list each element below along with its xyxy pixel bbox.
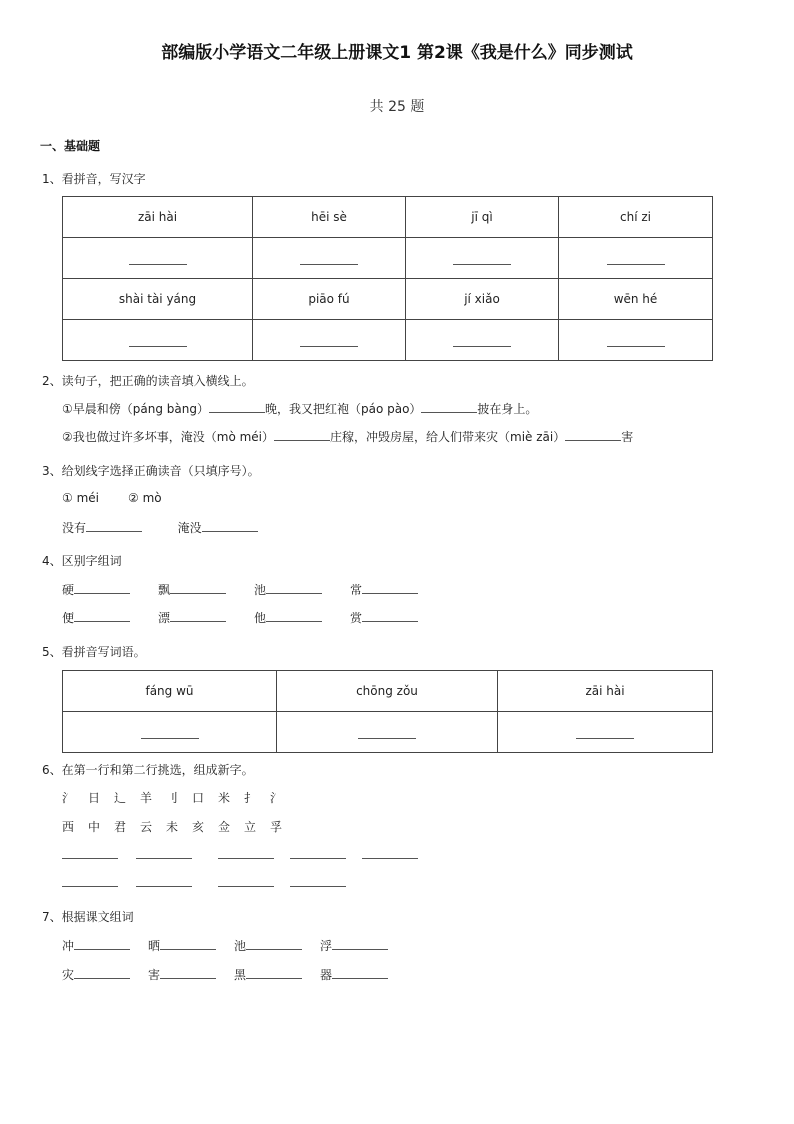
answer-blank[interactable]	[218, 874, 274, 887]
pinyin-cell: jí xiǎo	[406, 279, 559, 320]
question-7-label: 7、根据课文组词	[42, 910, 134, 924]
answer-blank[interactable]	[74, 609, 130, 622]
answer-cell[interactable]	[277, 712, 498, 753]
pinyin-cell: fáng wū	[63, 671, 277, 712]
pinyin-cell: hēi sè	[253, 197, 406, 238]
answer-blank[interactable]	[170, 581, 226, 594]
radical-row-1	[62, 789, 296, 806]
question-6-label: 6、在第一行和第二行挑选，组成新字。	[42, 763, 254, 777]
answer-blank[interactable]	[300, 263, 358, 265]
pinyin-cell: jī qì	[406, 197, 559, 238]
character: 池	[234, 939, 247, 953]
character: 浮	[320, 939, 333, 953]
question-3-label: 3、给划线字选择正确读音（只填序号）。	[42, 464, 260, 478]
character: 赏	[350, 611, 363, 625]
answer-cell[interactable]	[559, 320, 713, 361]
answer-blank[interactable]	[332, 937, 388, 950]
component: 未	[166, 820, 179, 834]
pinyin-cell: chí zi	[559, 197, 713, 238]
radical: 羊	[140, 791, 153, 805]
section-heading: 一、基础题	[40, 139, 101, 153]
question-1-table	[62, 196, 713, 361]
character: 漂	[158, 611, 171, 625]
answer-blank[interactable]	[300, 345, 358, 347]
answer-blank[interactable]	[141, 737, 199, 739]
character: 飘	[158, 583, 171, 597]
character: 晒	[148, 939, 161, 953]
answer-blank[interactable]	[74, 966, 130, 979]
character: 灾	[62, 968, 75, 982]
radical: 辶	[114, 791, 127, 805]
component: 立	[244, 820, 257, 834]
question-4-row-1	[62, 581, 446, 598]
word: 淹没	[177, 521, 202, 535]
answer-blank[interactable]	[136, 846, 192, 859]
answer-blank[interactable]	[332, 966, 388, 979]
sentence-text: 披在身上。	[477, 402, 538, 416]
question-5-label: 5、看拼音写词语。	[42, 645, 146, 659]
question-5-table	[62, 670, 713, 753]
pinyin-cell: chōng zǒu	[277, 671, 498, 712]
answer-cell[interactable]	[63, 238, 253, 279]
pinyin-cell: shài tài yáng	[63, 279, 253, 320]
sentence-text: 害	[621, 430, 634, 444]
option-2: ② mò	[128, 491, 162, 505]
answer-blank[interactable]	[290, 874, 346, 887]
answer-blank[interactable]	[129, 263, 187, 265]
answer-cell[interactable]	[406, 238, 559, 279]
sentence-text: 庄稼，冲毁房屋，给人们带来灾（miè zāi）	[330, 430, 566, 444]
radical: 口	[192, 791, 205, 805]
component: 中	[88, 820, 101, 834]
answer-blank[interactable]	[362, 581, 418, 594]
option-1: ① méi	[62, 491, 99, 505]
answer-blank[interactable]	[74, 581, 130, 594]
radical: 日	[88, 791, 101, 805]
answer-blank[interactable]	[453, 345, 511, 347]
answer-blank[interactable]	[246, 937, 302, 950]
answer-blank[interactable]	[362, 846, 418, 859]
question-4-label: 4、区别字组词	[42, 554, 122, 568]
radical: 氵	[270, 791, 283, 805]
answer-blank[interactable]	[136, 874, 192, 887]
answer-cell[interactable]	[559, 238, 713, 279]
question-6-blanks-row-1	[62, 846, 418, 862]
answer-blank[interactable]	[209, 400, 265, 413]
character: 常	[350, 583, 363, 597]
component: 孚	[270, 820, 283, 834]
sentence-text: 晚，我又把红袍（páo pào）	[264, 402, 422, 416]
answer-blank[interactable]	[160, 937, 216, 950]
answer-cell[interactable]	[498, 712, 713, 753]
answer-blank[interactable]	[160, 966, 216, 979]
answer-blank[interactable]	[607, 263, 665, 265]
answer-blank[interactable]	[576, 737, 634, 739]
radical: 刂	[166, 791, 179, 805]
pinyin-cell: piāo fú	[253, 279, 406, 320]
character: 池	[254, 583, 267, 597]
question-2-label: 2、读句子，把正确的读音填入横线上。	[42, 374, 254, 388]
answer-blank[interactable]	[362, 609, 418, 622]
answer-blank[interactable]	[266, 609, 322, 622]
page-title: 部编版小学语文二年级上册课文1 第2课《我是什么》同步测试	[161, 43, 633, 63]
component: 佥	[218, 820, 231, 834]
character: 害	[148, 968, 161, 982]
sentence-text: ①早晨和傍（páng bàng）	[62, 402, 209, 416]
character: 他	[254, 611, 267, 625]
answer-cell[interactable]	[253, 320, 406, 361]
answer-cell[interactable]	[63, 712, 277, 753]
answer-cell[interactable]	[253, 238, 406, 279]
answer-blank[interactable]	[453, 263, 511, 265]
question-7-row-2	[62, 966, 416, 983]
answer-cell[interactable]	[406, 320, 559, 361]
character: 冲	[62, 939, 75, 953]
question-4-row-2	[62, 609, 446, 626]
component: 云	[140, 820, 153, 834]
radical: 氵	[62, 791, 75, 805]
answer-blank[interactable]	[565, 428, 621, 441]
question-1-label: 1、看拼音，写汉字	[42, 172, 146, 186]
answer-blank[interactable]	[62, 874, 118, 887]
answer-blank[interactable]	[218, 846, 274, 859]
answer-blank[interactable]	[358, 737, 416, 739]
pinyin-cell: zāi hài	[63, 197, 253, 238]
answer-blank[interactable]	[246, 966, 302, 979]
question-2-sentence-2	[62, 428, 633, 445]
question-count: 共 25 题	[369, 99, 425, 115]
character: 器	[320, 968, 333, 982]
question-3-words	[62, 519, 258, 536]
answer-blank[interactable]	[170, 609, 226, 622]
answer-blank[interactable]	[62, 846, 118, 859]
radical: 米	[218, 791, 231, 805]
word: 没有	[62, 521, 87, 535]
answer-blank[interactable]	[607, 345, 665, 347]
answer-blank[interactable]	[266, 581, 322, 594]
component: 西	[62, 820, 75, 834]
character: 硬	[62, 583, 75, 597]
answer-blank[interactable]	[202, 519, 258, 532]
character: 黑	[234, 968, 247, 982]
answer-blank[interactable]	[129, 345, 187, 347]
answer-cell[interactable]	[63, 320, 253, 361]
answer-blank[interactable]	[86, 519, 142, 532]
component: 亥	[192, 820, 205, 834]
radical-row-2	[62, 818, 296, 835]
question-2-sentence-1	[62, 400, 537, 417]
answer-blank[interactable]	[290, 846, 346, 859]
answer-blank[interactable]	[74, 937, 130, 950]
radical: 扌	[244, 791, 257, 805]
sentence-text: ②我也做过许多坏事，淹没（mò méi）	[62, 430, 275, 444]
pinyin-cell: zāi hài	[498, 671, 713, 712]
component: 君	[114, 820, 127, 834]
answer-blank[interactable]	[274, 428, 330, 441]
character: 便	[62, 611, 75, 625]
question-7-row-1	[62, 937, 416, 954]
answer-blank[interactable]	[421, 400, 477, 413]
pinyin-cell: wēn hé	[559, 279, 713, 320]
question-6-blanks-row-2	[62, 874, 346, 890]
